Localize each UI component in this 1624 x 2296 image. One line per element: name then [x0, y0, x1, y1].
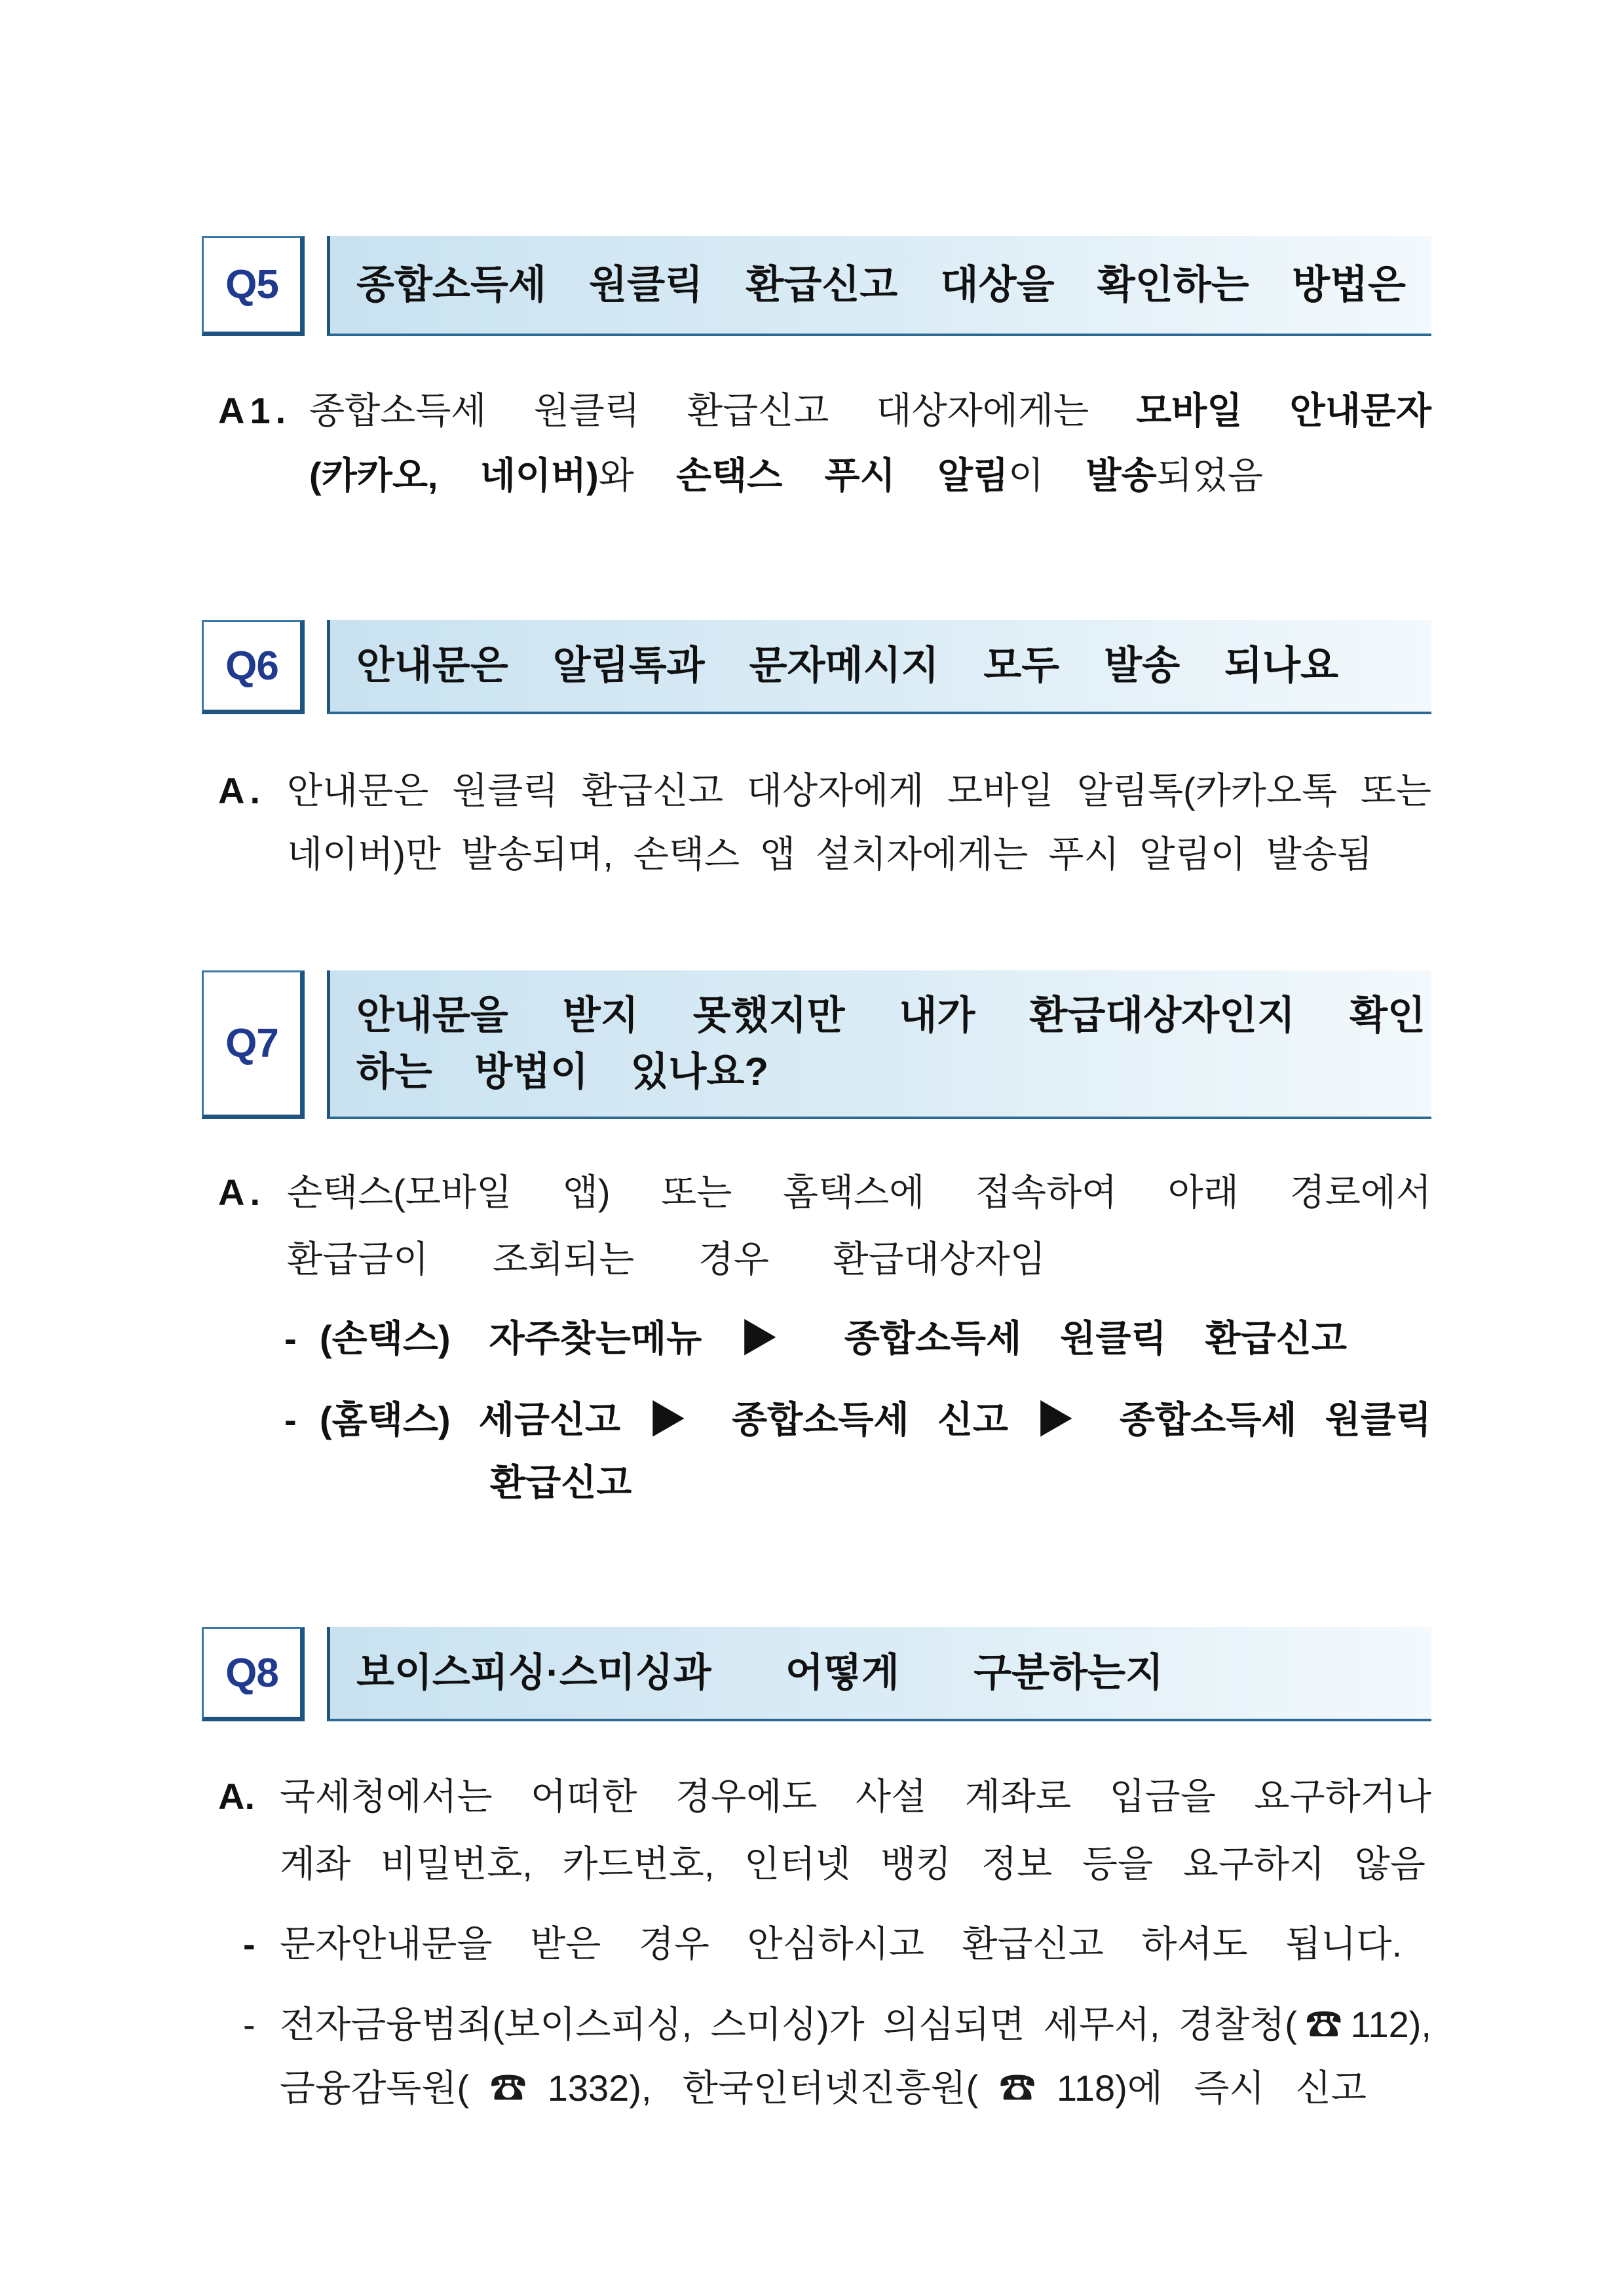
answer-line: 손택스(모바일 앱) 또는 홈택스에 접속하여 아래 경로에서	[287, 1172, 1431, 1213]
answer-emphasis: (카카오, 네이버)	[309, 455, 599, 496]
question-title-line: 안내문을 받지 못했지만 내가 환급대상자인지 확인	[356, 993, 1426, 1037]
bullet-dash: -	[243, 2004, 255, 2045]
answer-line: 국세청에서는 어떠한 경우에도 사설 계좌로 입금을 요구하거나	[280, 1776, 1431, 1817]
answer-text: 되었음	[1156, 455, 1264, 496]
question-number: Q7	[225, 1021, 278, 1066]
question-title: 안내문은 알림톡과 문자메시지 모두 발송 되나요	[356, 643, 1338, 687]
question-title-bar	[327, 1627, 1431, 1721]
bullet-text: (홈택스) 세금신고 ▶ 종합소득세 신고 ▶ 종합소득세 원클릭	[320, 1399, 1431, 1440]
answer-line: 계좌 비밀번호, 카드번호, 인터넷 뱅킹 정보 등을 요구하지 않음	[280, 1843, 1426, 1885]
answer-line: 환급금이 조회되는 경우 환급대상자임	[287, 1238, 1046, 1280]
question-title-bar	[327, 620, 1431, 714]
question-number: Q5	[225, 262, 278, 307]
answer-line: 안내문은 원클릭 환급신고 대상자에게 모바일 알림톡(카카오톡 또는	[287, 770, 1431, 811]
bullet-text: 문자안내문을 받은 경우 안심하시고 환급신고 하셔도 됩니다.	[280, 1923, 1402, 1964]
question-title-bar	[327, 236, 1431, 336]
question-title: 종합소득세 원클릭 환급신고 대상을 확인하는 방법은	[356, 262, 1406, 307]
bullet-continuation: 환급신고	[490, 1462, 632, 1503]
answer-emphasis: 발송	[1086, 455, 1157, 496]
bullet-dash: -	[243, 1923, 255, 1964]
answer-marker: A.	[218, 1776, 255, 1817]
answer-emphasis: 모바일 안내문자	[1136, 390, 1431, 431]
answer-line: 네이버)만 발송되며, 손택스 앱 설치자에게는 푸시 알림이 발송됨	[287, 833, 1372, 875]
answer-text: 이	[1008, 455, 1086, 496]
answer-text: 종합소득세 원클릭 환급신고 대상자에게는	[309, 390, 1137, 431]
question-number-badge	[202, 620, 305, 714]
question-title-line: 하는 방법이 있나요?	[356, 1049, 768, 1094]
question-title: 보이스피싱·스미싱과 어떻게 구분하는지	[356, 1651, 1163, 1694]
question-number: Q8	[225, 1650, 278, 1696]
bullet-text: (손택스) 자주찾는메뉴 ▶ 종합소득세 원클릭 환급신고	[320, 1318, 1347, 1359]
answer-line	[309, 378, 1431, 444]
question-number: Q6	[225, 643, 278, 689]
question-number-badge	[202, 236, 305, 336]
bullet-dash: -	[284, 1399, 297, 1440]
question-number-badge	[202, 1627, 305, 1721]
answer-marker: A.	[218, 770, 265, 811]
bullet-dash: -	[284, 1318, 297, 1359]
answer-emphasis: 손택스 푸시 알림	[676, 455, 1009, 496]
question-title-bar	[327, 970, 1431, 1119]
bullet-continuation: 금융감독원(☎1332), 한국인터넷진흥원(☎118)에 즉시 신고	[280, 2067, 1367, 2109]
question-number-badge	[202, 970, 305, 1119]
answer-text: 와	[598, 455, 677, 496]
answer-marker: A.	[218, 1172, 265, 1213]
bullet-text: 전자금융범죄(보이스피싱, 스미싱)가 의심되면 세무서, 경찰청(☎112),	[280, 2004, 1431, 2045]
answer-marker: A1.	[218, 390, 292, 431]
answer-line	[309, 443, 1263, 508]
